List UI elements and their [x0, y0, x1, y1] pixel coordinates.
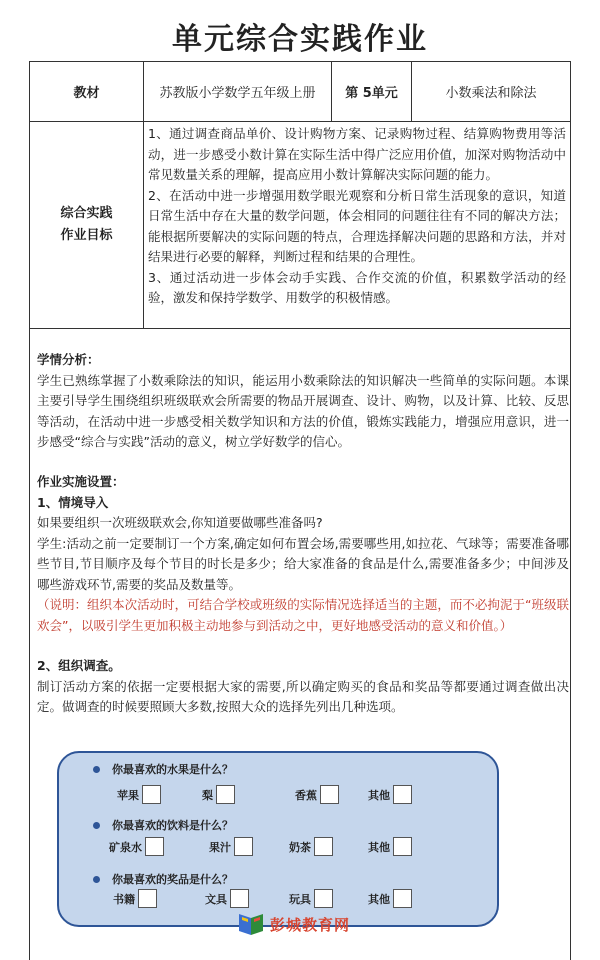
implementation-heading: 作业实施设置：	[37, 474, 125, 489]
checkbox[interactable]	[314, 889, 333, 908]
step1-title: 1、情境导入	[37, 494, 109, 510]
question-text: 你最喜欢的饮料是什么？	[112, 819, 233, 832]
goal-item: 3、通过活动进一步体会动手实践、合作交流的价值，积累数学活动的经验，激发和保持学数学、用数学的积极情感。	[148, 269, 566, 305]
option-toys[interactable]	[289, 889, 333, 908]
watermark-text: 彭城教育网	[270, 915, 351, 934]
checkbox[interactable]	[314, 837, 333, 856]
option-label: 矿泉水	[109, 840, 142, 854]
option-label: 奶茶	[289, 840, 311, 854]
checkbox[interactable]	[393, 837, 412, 856]
question-text: 你最喜欢的奖品是什么？	[112, 873, 233, 886]
checkbox[interactable]	[138, 889, 157, 908]
step2-body: 制订活动方案的依据一定要根据大家的需要,所以确定购买的食品和奖品等都要通过调查做出决定。做调查的时候要照顾大多数,按照大众的选择先列出几种选项。	[37, 678, 569, 714]
option-banana[interactable]	[295, 785, 339, 804]
goal-item: 2、在活动中进一步增强用数学眼光观察和分析日常生活现象的意识，知道日常生活中存在大量的数学问题，体会相同的问题往往有不同的解决方法；能根据所要解决的实际问题的特点，合理选择解决问题的思路和方法，并对结果进行必要的解释，判断过程和结果的合理性。	[148, 187, 566, 264]
analysis-heading: 学情分析：	[37, 352, 100, 367]
step2-title: 2、组织调查。	[37, 658, 121, 673]
spacer	[37, 636, 569, 656]
analysis-body: 学生已熟练掌握了小数乘除法的知识，能运用小数乘除法的知识解决一些简单的实际问题。本课主要引导学生围绕组织班级联欢会所需要的物品开展调查、设计、购物，以及计算、比较、反思等活动，在活动中进一步感受相关数学知识和方法的价值，锻炼实践能力，增强应用意识，进一步感受“综合与实践”活动的意义，树立学好数学的信心。	[37, 372, 569, 449]
row-divider	[29, 328, 571, 329]
watermark	[236, 912, 350, 936]
checkbox[interactable]	[234, 837, 253, 856]
option-apple[interactable]	[117, 785, 161, 804]
bullet-icon	[93, 766, 100, 773]
option-label: 梨	[202, 788, 213, 802]
step1-answer: 学生:活动之前一定要制订一个方案,确定如何布置会场,需要哪些用,如拉花、气球等；需要准备哪些节目,节目顺序及每个节目的时长是多少；给大家准备的食品是什么,需要准备多少；中间涉及哪些游戏环节,需要的奖品及数量等。	[37, 535, 569, 592]
option-books[interactable]	[113, 889, 157, 908]
option-other-fruit[interactable]	[368, 785, 412, 804]
bullet-icon	[93, 876, 100, 883]
option-label: 书籍	[113, 892, 135, 906]
checkbox[interactable]	[393, 785, 412, 804]
textbook-name: 苏教版小学数学五年级上册	[159, 86, 316, 101]
checkbox[interactable]	[230, 889, 249, 908]
analysis-section	[37, 350, 569, 453]
option-other-prize[interactable]	[368, 889, 412, 908]
option-label: 玩具	[289, 892, 311, 906]
unit-topic: 小数乘法和除法	[445, 86, 537, 101]
goals-label-line2: 作业目标	[60, 228, 113, 243]
page-title: 单元综合实践作业	[172, 22, 428, 57]
goals-label	[30, 122, 143, 328]
checkbox[interactable]	[393, 889, 412, 908]
option-label: 苹果	[117, 788, 139, 802]
survey-question-fruit	[93, 761, 233, 777]
option-label: 其他	[368, 840, 390, 854]
checkbox[interactable]	[216, 785, 235, 804]
option-label: 香蕉	[295, 788, 317, 802]
textbook-label: 教材	[73, 86, 100, 101]
option-water[interactable]	[109, 837, 164, 856]
survey-question-prize	[93, 871, 233, 887]
checkbox[interactable]	[142, 785, 161, 804]
step1-question: 如果要组织一次班级联欢会,你知道要做哪些准备吗?	[37, 515, 323, 530]
option-milk-tea[interactable]	[289, 837, 333, 856]
implementation-section	[37, 472, 569, 718]
option-label: 其他	[368, 892, 390, 906]
option-juice[interactable]	[209, 837, 253, 856]
goals-text	[148, 124, 566, 309]
bullet-icon	[93, 822, 100, 829]
goal-item: 1、通过调查商品单价、设计购物方案、记录购物过程、结算购物费用等活动，进一步感受小数计算在实际生活中得广泛应用价值，加深对购物活动中常见数量关系的理解，提高应用小数计算解决实际问题的能力。	[148, 126, 566, 182]
step1-note: （说明：组织本次活动时，可结合学校或班级的实际情况选择适当的主题，而不必拘泥于“班级联欢会”，以吸引学生更加积极主动地参与到活动之中，更好地感受活动的意义和价值。）	[37, 597, 569, 633]
option-label: 果汁	[209, 840, 231, 854]
unit-number: 第 5单元	[345, 86, 398, 101]
survey-card	[57, 751, 499, 927]
book-logo-icon	[236, 912, 266, 936]
option-stationery[interactable]	[205, 889, 249, 908]
option-pear[interactable]	[202, 785, 235, 804]
survey-question-drink	[93, 817, 233, 833]
goals-label-line1: 综合实践	[60, 206, 113, 221]
checkbox[interactable]	[145, 837, 164, 856]
option-label: 其他	[368, 788, 390, 802]
checkbox[interactable]	[320, 785, 339, 804]
option-other-drink[interactable]	[368, 837, 412, 856]
question-text: 你最喜欢的水果是什么？	[112, 763, 233, 776]
option-label: 文具	[205, 892, 227, 906]
